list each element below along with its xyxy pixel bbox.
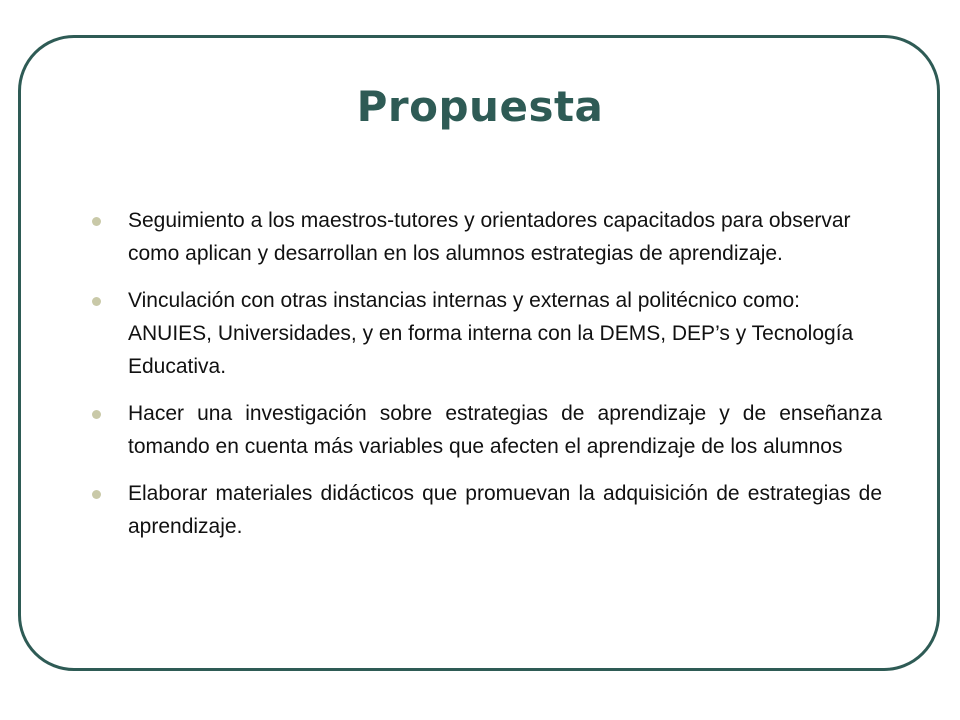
bullet-dot-icon [92,490,101,499]
slide-title: Propuesta [356,82,604,131]
bullet-list [88,204,882,557]
bullet-dot-icon [92,410,101,419]
bullet-item [88,284,882,383]
bullet-dot-icon [92,217,101,226]
bullet-text: Seguimiento a los maestros-tutores y orientadores capacitados para observar como aplican y desarrollan en los alumnos estrategias de aprendizaje. [128,209,851,265]
bullet-dot-icon [92,297,101,306]
bullet-text: Elaborar materiales didácticos que promuevan la adquisición de estrategias de aprendizaje. [128,482,882,538]
bullet-item [88,477,882,543]
bullet-item [88,397,882,463]
bullet-text: Hacer una investigación sobre estrategias de aprendizaje y de enseñanza tomando en cuenta más variables que afecten el aprendizaje de los alumnos [128,402,882,458]
bullet-item [88,204,882,270]
bullet-text: Vinculación con otras instancias internas y externas al politécnico como: ANUIES, Universidades, y en forma interna con la DEMS, DEP’s y Tecnología Educativa. [128,289,854,378]
